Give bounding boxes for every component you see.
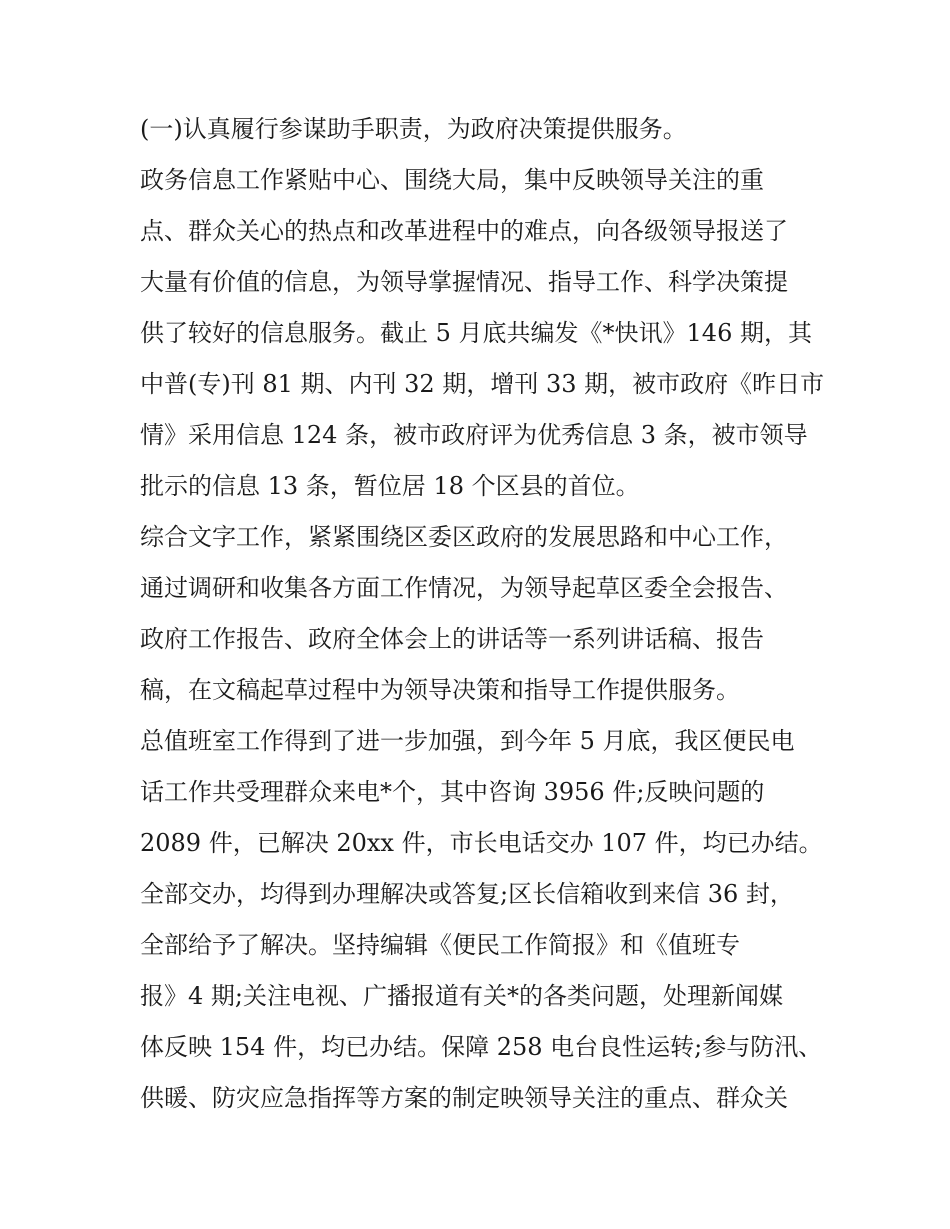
text-line: 情》采用信息 124 条，被市政府评为优秀信息 3 条，被市领导	[140, 421, 808, 449]
text-line: 报》4 期;关注电视、广播报道有关*的各类问题，处理新闻媒	[140, 982, 783, 1010]
text-line: 综合文字工作，紧紧围绕区委区政府的发展思路和中心工作，	[140, 523, 788, 551]
text-line: 通过调研和收集各方面工作情况，为领导起草区委全会报告、	[140, 574, 788, 602]
text-line: 政务信息工作紧贴中心、围绕大局，集中反映领导关注的重	[140, 166, 764, 194]
text-line: 总值班室工作得到了进一步加强，到今年 5 月底，我区便民电	[140, 727, 795, 755]
text-line: 全部交办，均得到办理解决或答复;区长信箱收到来信 36 封，	[140, 880, 794, 908]
text-line: 点、群众关心的热点和改革进程中的难点，向各级领导报送了	[140, 217, 788, 245]
text-line: 中普(专)刊 81 期、内刊 32 期，增刊 33 期，被市政府《昨日市	[140, 370, 825, 398]
text-line: 稿，在文稿起草过程中为领导决策和指导工作提供服务。	[140, 676, 740, 704]
text-line: 全部给予了解决。坚持编辑《便民工作简报》和《值班专	[140, 931, 740, 959]
text-line: 大量有价值的信息，为领导掌握情况、指导工作、科学决策提	[140, 268, 788, 296]
text-line: 供暖、防灾应急指挥等方案的制定映领导关注的重点、群众关	[140, 1084, 788, 1112]
text-line: 话工作共受理群众来电*个，其中咨询 3956 件;反映问题的	[140, 778, 765, 806]
text-line: 政府工作报告、政府全体会上的讲话等一系列讲话稿、报告	[140, 625, 764, 653]
document-body	[140, 104, 825, 1124]
text-line: 体反映 154 件，均已办结。保障 258 电台良性运转;参与防汛、	[140, 1033, 823, 1061]
text-line: 供了较好的信息服务。截止 5 月底共编发《*快讯》146 期，其	[140, 319, 812, 347]
text-line: 2089 件，已解决 20xx 件，市长电话交办 107 件，均已办结。	[140, 829, 823, 857]
text-line: 批示的信息 13 条，暂位居 18 个区县的首位。	[140, 472, 640, 500]
text-line: (一)认真履行参谋助手职责，为政府决策提供服务。	[140, 115, 687, 143]
